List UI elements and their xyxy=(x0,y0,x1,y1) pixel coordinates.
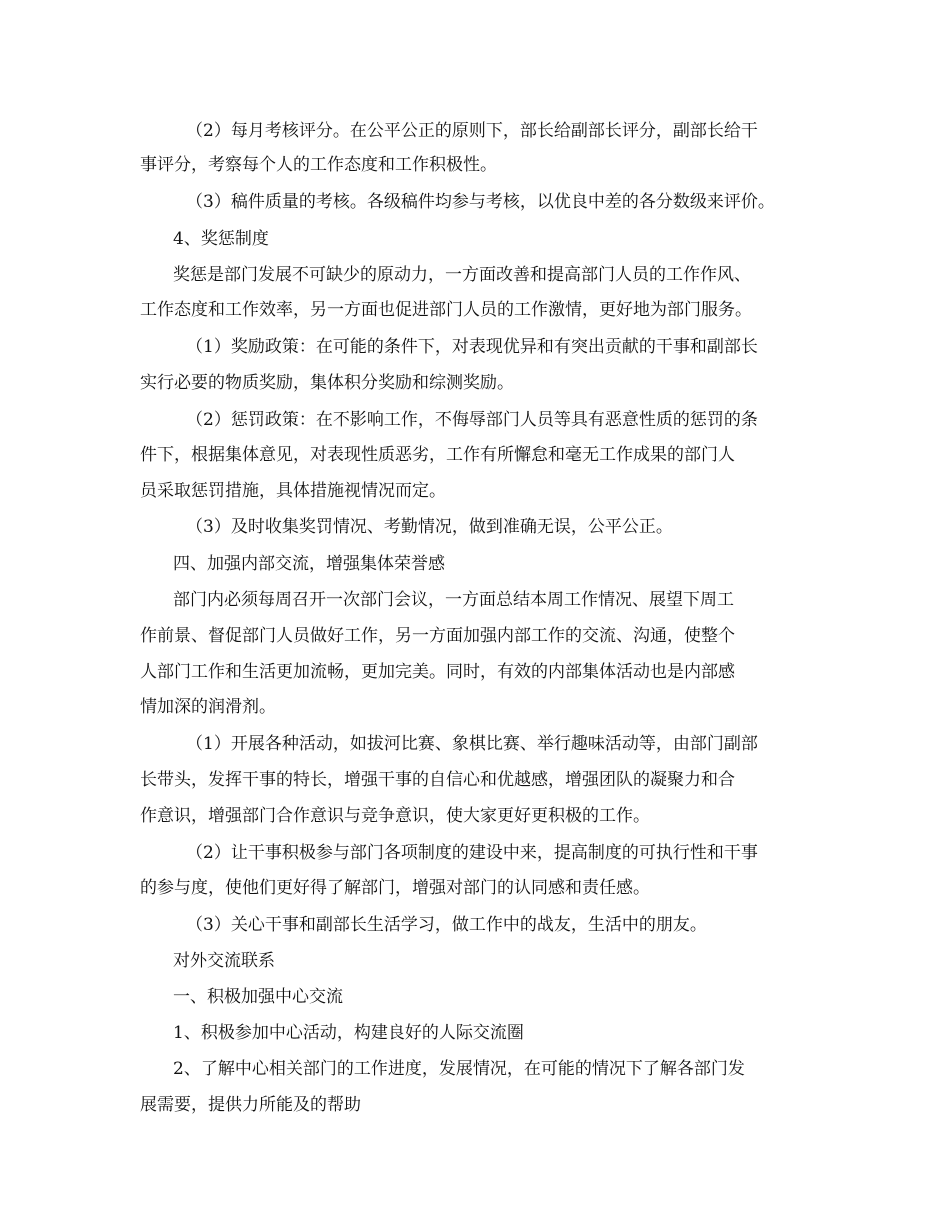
text-line: 人部门工作和生活更加流畅，更加完美。同时，有效的内部集体活动也是内部感 xyxy=(140,662,735,682)
text-line: （3）稿件质量的考核。各级稿件均参与考核，以优良中差的各分数级来评价。 xyxy=(186,192,775,212)
text-line: 作前景、督促部门人员做好工作，另一方面加强内部工作的交流、沟通，使整个 xyxy=(140,626,735,646)
section-heading: 对外交流联系 xyxy=(173,951,275,971)
section-heading: 4、奖惩制度 xyxy=(173,229,269,249)
section-heading: 四、加强内部交流，增强集体荣誉感 xyxy=(173,554,445,574)
text-line: （2）让干事积极参与部门各项制度的建设中来，提高制度的可执行性和干事 xyxy=(186,843,758,863)
text-line: （2）惩罚政策：在不影响工作，不侮辱部门人员等具有恶意性质的惩罚的条 xyxy=(186,410,758,430)
text-line: 员采取惩罚措施，具体措施视情况而定。 xyxy=(140,481,446,501)
section-heading: 一、积极加强中心交流 xyxy=(173,987,343,1007)
text-line: 情加深的润滑剂。 xyxy=(140,697,276,717)
text-line: （3）关心干事和副部长生活学习，做工作中的战友，生活中的朋友。 xyxy=(186,915,707,935)
text-line: 作意识，增强部门合作意识与竞争意识，使大家更好更积极的工作。 xyxy=(140,806,650,826)
text-line: 部门内必须每周召开一次部门会议，一方面总结本周工作情况、展望下周工 xyxy=(173,590,734,610)
text-line: 的参与度，使他们更好得了解部门，增强对部门的认同感和责任感。 xyxy=(140,878,650,898)
text-line: 事评分，考察每个人的工作态度和工作积极性。 xyxy=(140,155,497,175)
text-line: 2、了解中心相关部门的工作进度，发展情况，在可能的情况下了解各部门发 xyxy=(173,1059,745,1079)
text-line: 件下，根据集体意见，对表现性质恶劣，工作有所懈怠和毫无工作成果的部门人 xyxy=(140,445,735,465)
text-line: （1）开展各种活动，如拔河比赛、象棋比赛、举行趣味活动等，由部门副部 xyxy=(186,734,758,754)
text-line: 实行必要的物质奖励，集体积分奖励和综测奖励。 xyxy=(140,373,514,393)
text-line: 长带头，发挥干事的特长，增强干事的自信心和优越感，增强团队的凝聚力和合 xyxy=(140,770,735,790)
text-line: （2）每月考核评分。在公平公正的原则下，部长给副部长评分，副部长给干 xyxy=(186,121,758,141)
text-line: 1、积极参加中心活动，构建良好的人际交流圈 xyxy=(173,1023,524,1043)
text-line: （1）奖励政策：在可能的条件下，对表现优异和有突出贡献的干事和副部长 xyxy=(186,337,758,357)
text-line: 工作态度和工作效率，另一方面也促进部门人员的工作激情，更好地为部门服务。 xyxy=(140,300,752,320)
text-line: 展需要，提供力所能及的帮助 xyxy=(140,1095,361,1115)
text-line: （3）及时收集奖罚情况、考勤情况，做到准确无误，公平公正。 xyxy=(186,517,673,537)
text-line: 奖惩是部门发展不可缺少的原动力，一方面改善和提高部门人员的工作作风、 xyxy=(173,265,751,285)
